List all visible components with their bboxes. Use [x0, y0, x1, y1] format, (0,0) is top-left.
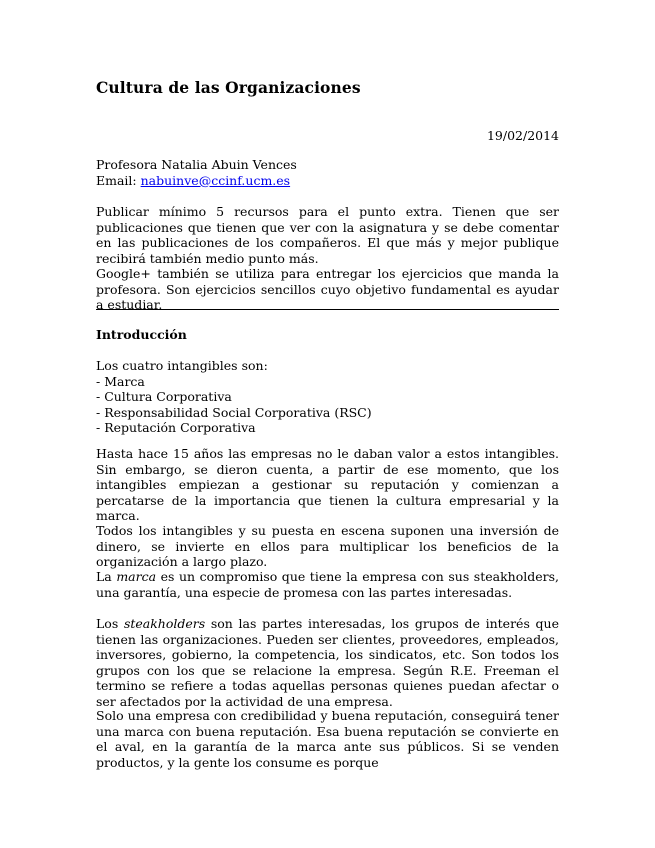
paragraph-google-plus: Google+ también se utiliza para entregar los ejercicios que manda la profesora. Son ejercicios sencillos cuyo objetivo fundamental es ayudar a estudiar.: [96, 266, 559, 312]
paragraph-steakholders: [96, 616, 559, 709]
paragraph-marca-rest: es un compromiso que tiene la empresa con sus steakholders, una garantía, una especie de promesa con las partes interesadas.: [96, 569, 559, 600]
paragraph-marca: [96, 569, 559, 600]
intangibles-list-block: [96, 358, 559, 436]
paragraph-marca-start: La: [96, 569, 117, 584]
paragraph-solo: Solo una empresa con credibilidad y buena reputación, conseguirá tener una marca con buena reputación. Esa buena reputación se convierte en el aval, en la garantía de la marca ante sus públicos. Si se venden productos, y la gente los consume es porque: [96, 708, 559, 770]
list-item: - Reputación Corporativa: [96, 420, 256, 435]
list-item: - Cultura Corporativa: [96, 389, 232, 404]
paragraph-stake-start: Los: [96, 616, 124, 631]
term-steakholders: steakholders: [123, 616, 206, 631]
section-heading-introduccion: Introducción: [96, 327, 187, 342]
document-date: 19/02/2014: [486, 128, 559, 143]
paragraph-stake-rest: son las partes interesadas, los grupos de interés que tienen las organizaciones. Pueden ser clientes, proveedores, empleados, inversores, gobierno, la competencia, los sindicatos, etc. Son todos los grupos con los que se relacione la empresa. Según R.E. Freeman el termino se refiere a todas aquellas personas quienes puedan afectar o ser afectados por la actividad de una empresa.: [96, 616, 560, 709]
horizontal-rule: [96, 309, 559, 310]
list-item: - Marca: [96, 373, 145, 389]
email-label: Email:: [96, 172, 137, 188]
list-intro-text: Los cuatro intangibles son:: [96, 358, 268, 373]
document-title: Cultura de las Organizaciones: [96, 78, 361, 97]
list-item: - Responsabilidad Social Corporativa (RSC): [96, 404, 372, 420]
term-marca: marca: [116, 569, 157, 584]
intangibles-list: [96, 374, 559, 436]
paragraph-todos: Todos los intangibles y su puesta en escena suponen una inversión de dinero, se invierte en ellos para multiplicar los beneficios de la organización a largo plazo.: [96, 523, 559, 569]
email-link[interactable]: nabuinve@ccinf.ucm.es: [140, 172, 291, 188]
teacher-info: [96, 157, 559, 188]
teacher-name: Profesora Natalia Abuin Vences: [96, 157, 297, 172]
paragraph-hasta: Hasta hace 15 años las empresas no le daban valor a estos intangibles. Sin embargo, se dieron cuenta, a partir de ese momento, que los intangibles empiezan a gestionar su reputación y comienzan a percatarse de la importancia que tienen la cultura empresarial y la marca.: [96, 446, 559, 523]
paragraph-resources: Publicar mínimo 5 recursos para el punto extra. Tienen que ser publicaciones que tienen que ver con la asignatura y se debe comentar en las publicaciones de los compañeros. El que más y mejor publique recibirá también medio punto más.: [96, 204, 559, 266]
email-line: [96, 173, 559, 189]
